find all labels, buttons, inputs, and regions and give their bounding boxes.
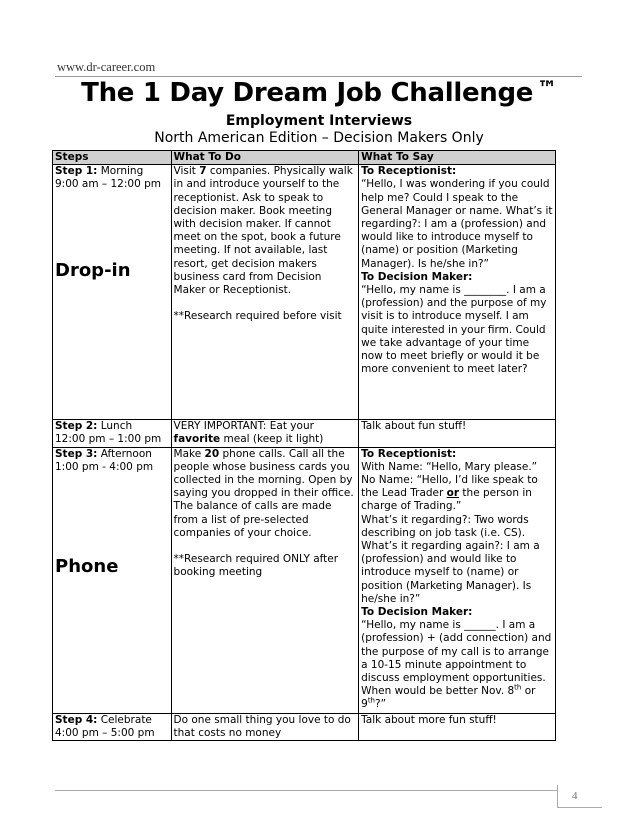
step4-title [55, 714, 169, 727]
step3-say-heading-receptionist: To Receptionist: [361, 447, 457, 460]
step1-cell [53, 165, 172, 420]
step1-label: Step 1: [55, 165, 98, 178]
step1-todo-post: companies. Physically walk in and introduce yourself to the receptionist. Ask to speak to decision maker. Book meeting with decision maker. If cannot meet on the spot, book a future meeting. If not available, last resort, get decision makers business card from Decision Maker or Receptionist. [173, 165, 353, 297]
step3-todo-post: phone calls. Call all the people whose business cards you collected in the morning. Open by saying you dropped in their office. The balance of calls are made from a list of pre-selected companies of your choice. [173, 447, 354, 539]
step3-name: Afternoon [97, 447, 152, 460]
step1-note: **Research required before visit [173, 310, 342, 323]
step4-todo-cell: Do one small thing you love to do that costs no money [171, 713, 359, 740]
step3-todo-num: 20 [204, 447, 220, 460]
table-header-row [53, 151, 556, 165]
step3-say-no-name [361, 474, 553, 514]
step2-todo-bold: favorite [173, 433, 221, 446]
step3-label: Step 3: [55, 447, 98, 460]
section-phone: Phone [55, 556, 119, 578]
step3-say-cell [359, 447, 556, 713]
table-row [53, 713, 556, 740]
footer-rule [55, 790, 582, 791]
step1-todo [174, 165, 353, 296]
step3-say-heading-decision-maker: To Decision Maker: [361, 606, 473, 619]
step3-dm-text: “Hello, my name is ______. I am a (profession) + (add connection) and the purpose of my call is to arrange a 10-15 minute appointment to discuss employment opportunities. When would be better Nov. 8 [361, 619, 552, 698]
step3-title [55, 448, 169, 461]
step4-label: Step 4: [55, 713, 98, 726]
step1-time: 9:00 am – 12:00 pm [55, 178, 161, 191]
step3-no-name-pre: No Name: “Hello, I’d like speak to the Lead Trader [361, 474, 538, 500]
step2-todo-cell [171, 420, 359, 447]
step1-title [55, 165, 169, 178]
header-what-to-say: What To Say [359, 151, 556, 165]
title-text: The 1 Day Dream Job Challenge [81, 78, 534, 108]
step3-todo-pre: Make [173, 447, 205, 460]
step2-todo-post: meal (keep it light) [220, 433, 324, 446]
step1-todo-num: 7 [199, 165, 207, 178]
page-number-box [557, 785, 602, 808]
step4-say-cell: Talk about more fun stuff! [359, 713, 556, 740]
step2-todo-pre: VERY IMPORTANT: Eat your [173, 420, 314, 433]
step4-cell [53, 713, 172, 740]
page-title [0, 78, 638, 108]
table-row [53, 165, 556, 420]
step2-cell [53, 420, 172, 447]
step3-say-with-name: With Name: “Hello, Mary please.” [361, 460, 538, 473]
step1-todo-cell [171, 165, 359, 420]
step2-label: Step 2: [55, 420, 98, 433]
step2-say-cell: Talk about fun stuff! [359, 420, 556, 447]
step3-dm-end: ?” [375, 698, 387, 711]
subtitle: Employment Interviews [225, 113, 413, 129]
step4-time: 4:00 pm – 5:00 pm [55, 726, 155, 739]
challenge-table [52, 150, 556, 741]
edition-line: North American Edition – Decision Makers Only [154, 130, 484, 146]
trademark-symbol: ™ [537, 76, 557, 100]
table-row [53, 420, 556, 447]
page-number: 4 [572, 790, 578, 802]
step1-say-heading-decision-maker: To Decision Maker: [361, 270, 473, 283]
step1-say-heading-receptionist: To Receptionist: [361, 165, 457, 178]
section-drop-in: Drop-in [55, 259, 131, 281]
step1-say-cell [359, 165, 556, 420]
step3-note: **Research required ONLY after booking meeting [173, 553, 339, 579]
table-row [53, 447, 556, 713]
header-what-to-do: What To Do [171, 151, 359, 165]
header-rule [55, 76, 582, 77]
step3-say-decision-maker [361, 619, 553, 711]
site-url: www.dr-career.com [57, 60, 156, 74]
step3-dm-or: or 9 [361, 685, 536, 711]
step4-name: Celebrate [97, 713, 152, 726]
step3-say-regarding: What’s it regarding?: Two words describing on job task (i.e. CS). What’s it regarding again?: I am a (profession) and would like to introduce myself to (name) or position (Marketing Manager). Is he/she in?” [361, 513, 540, 605]
step1-todo-pre: Visit [173, 165, 200, 178]
step2-title [55, 420, 169, 433]
step3-todo [174, 448, 354, 539]
step2-time: 12:00 pm – 1:00 pm [55, 433, 162, 446]
header-steps: Steps [53, 151, 172, 165]
step3-dm-sup1: th [514, 683, 522, 692]
step3-dm-sup2: th [367, 696, 375, 705]
step1-say-receptionist: “Hello, I was wondering if you could help me? Could I speak to the General Manager or name. What’s it regarding?: I am a (profession) and would like to introduce myself to (name) or position (Marketing Manager). Is he/she in?” [361, 178, 553, 270]
step1-say-decision-maker: “Hello, my name is ________. I am a (profession) and the purpose of my visit is to introduce myself. I am quite interested in your firm. Could we take advantage of your time now to meet briefly or would it be more convenient to meet later? [361, 284, 547, 376]
step2-name: Lunch [97, 420, 133, 433]
step3-no-name-or: or [446, 487, 460, 500]
step3-cell [53, 447, 172, 713]
step3-no-name-post: the person in charge of Trading.” [361, 487, 532, 513]
step3-todo-cell [171, 447, 359, 713]
step1-name: Morning [97, 165, 144, 178]
step3-time: 1:00 pm - 4:00 pm [55, 460, 154, 473]
